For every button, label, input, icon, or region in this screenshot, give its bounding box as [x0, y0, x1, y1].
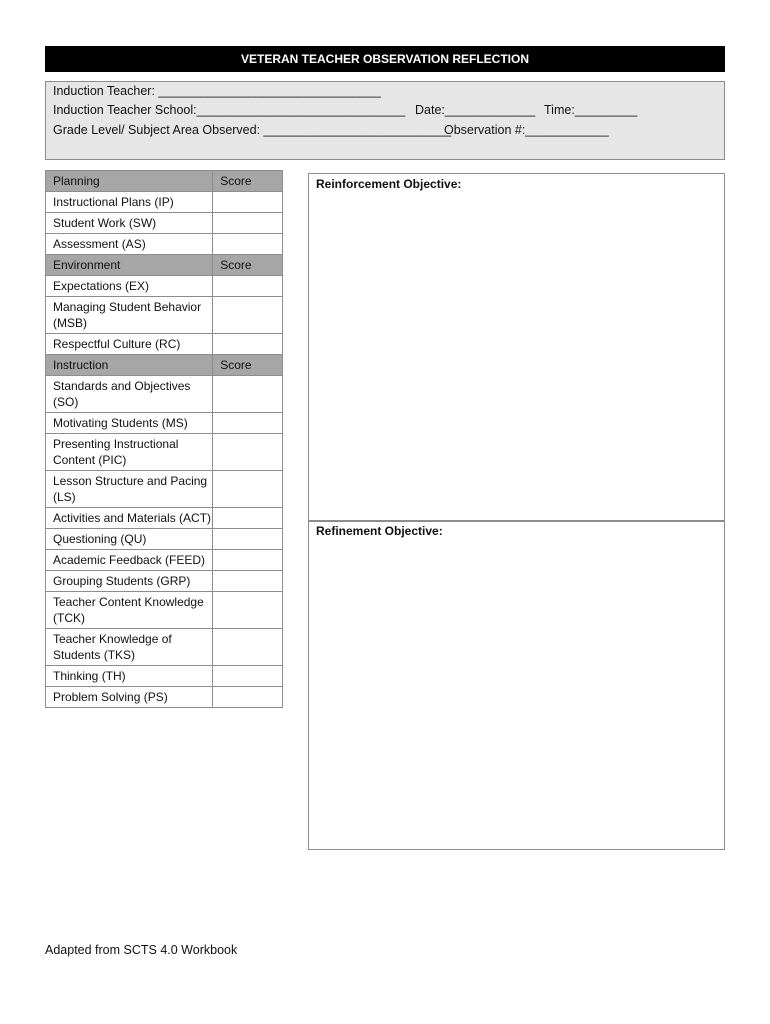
score-input-cell[interactable] [213, 550, 283, 571]
criterion-label: Student Work (SW) [46, 213, 213, 234]
induction-teacher-field[interactable]: Induction Teacher: ________________________________ [53, 84, 381, 98]
criterion-label: Problem Solving (PS) [46, 687, 213, 708]
criterion-row [46, 334, 283, 355]
score-input-cell[interactable] [213, 213, 283, 234]
criterion-label: Assessment (AS) [46, 234, 213, 255]
section-header: Environment [46, 255, 213, 276]
criterion-label: Academic Feedback (FEED) [46, 550, 213, 571]
criterion-row [46, 666, 283, 687]
criterion-label: Motivating Students (MS) [46, 413, 213, 434]
criterion-label: Standards and Objectives (SO) [46, 376, 213, 413]
section-header: Instruction [46, 355, 213, 376]
score-column-header: Score [213, 255, 283, 276]
score-input-cell[interactable] [213, 687, 283, 708]
score-input-cell[interactable] [213, 276, 283, 297]
score-input-cell[interactable] [213, 192, 283, 213]
criterion-label: Thinking (TH) [46, 666, 213, 687]
score-input-cell[interactable] [213, 666, 283, 687]
score-input-cell[interactable] [213, 413, 283, 434]
criterion-label: Expectations (EX) [46, 276, 213, 297]
reinforcement-objective-box[interactable] [308, 173, 725, 522]
score-input-cell[interactable] [213, 529, 283, 550]
criterion-label: Respectful Culture (RC) [46, 334, 213, 355]
score-input-cell[interactable] [213, 434, 283, 471]
time-field[interactable]: Time:_________ [544, 103, 638, 117]
criterion-label: Managing Student Behavior (MSB) [46, 297, 213, 334]
score-input-cell[interactable] [213, 297, 283, 334]
criterion-row [46, 297, 283, 334]
criterion-row [46, 508, 283, 529]
criterion-label: Presenting Instructional Content (PIC) [46, 434, 213, 471]
score-input-cell[interactable] [213, 234, 283, 255]
criterion-label: Teacher Content Knowledge (TCK) [46, 592, 213, 629]
criterion-row [46, 276, 283, 297]
criterion-row [46, 471, 283, 508]
criterion-row [46, 571, 283, 592]
criterion-row [46, 687, 283, 708]
criterion-row [46, 550, 283, 571]
section-header-row [46, 171, 283, 192]
score-input-cell[interactable] [213, 629, 283, 666]
criterion-row [46, 376, 283, 413]
criterion-label: Instructional Plans (IP) [46, 192, 213, 213]
criterion-label: Lesson Structure and Pacing (LS) [46, 471, 213, 508]
criterion-label: Grouping Students (GRP) [46, 571, 213, 592]
date-field[interactable]: Date:_____________ [415, 103, 536, 117]
score-column-header: Score [213, 171, 283, 192]
criterion-row [46, 629, 283, 666]
criterion-row [46, 234, 283, 255]
scoring-table [45, 170, 283, 708]
score-input-cell[interactable] [213, 592, 283, 629]
reinforcement-objective-label: Reinforcement Objective: [316, 177, 462, 191]
criterion-row [46, 592, 283, 629]
criterion-label: Activities and Materials (ACT) [46, 508, 213, 529]
score-input-cell[interactable] [213, 508, 283, 529]
criterion-label: Teacher Knowledge of Students (TKS) [46, 629, 213, 666]
criterion-row [46, 213, 283, 234]
grade-subject-field[interactable]: Grade Level/ Subject Area Observed: ___________________________ [53, 123, 452, 137]
section-header-row [46, 255, 283, 276]
criterion-row [46, 529, 283, 550]
refinement-objective-label: Refinement Objective: [316, 524, 443, 538]
form-title: VETERAN TEACHER OBSERVATION REFLECTION [45, 46, 725, 72]
criterion-row [46, 413, 283, 434]
section-header-row [46, 355, 283, 376]
criterion-row [46, 434, 283, 471]
teacher-info-box [45, 81, 725, 160]
criterion-row [46, 192, 283, 213]
score-column-header: Score [213, 355, 283, 376]
footer-source-note: Adapted from SCTS 4.0 Workbook [45, 943, 238, 957]
score-input-cell[interactable] [213, 376, 283, 413]
refinement-objective-box[interactable] [308, 520, 725, 850]
score-input-cell[interactable] [213, 471, 283, 508]
criterion-label: Questioning (QU) [46, 529, 213, 550]
score-input-cell[interactable] [213, 571, 283, 592]
observation-number-field[interactable]: Observation #:____________ [444, 123, 609, 137]
induction-teacher-school-field[interactable]: Induction Teacher School:______________________________ [53, 103, 406, 117]
section-header: Planning [46, 171, 213, 192]
score-input-cell[interactable] [213, 334, 283, 355]
